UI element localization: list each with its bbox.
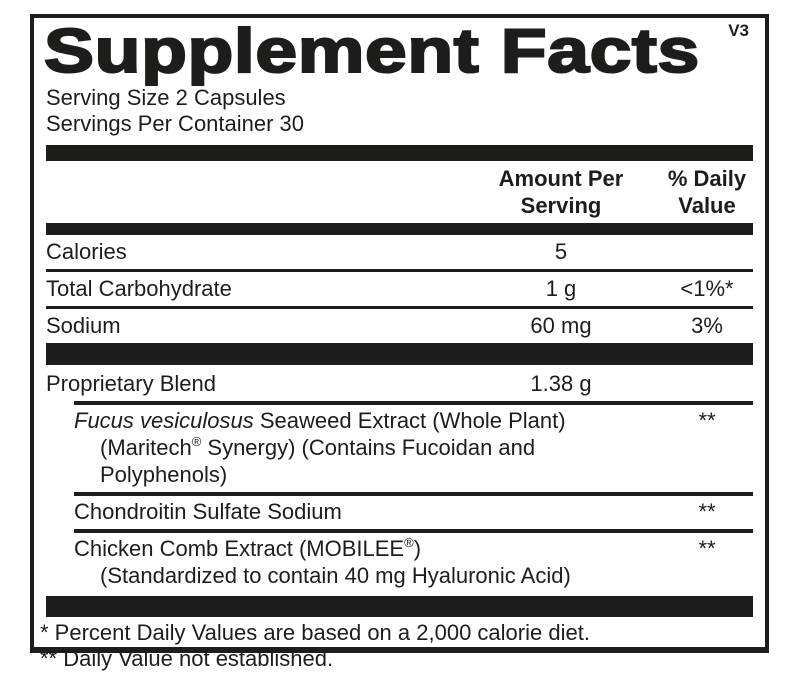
ingredient-daily-value: **: [698, 408, 716, 433]
ingredient-text: [74, 407, 661, 488]
panel-title: Supplement Facts: [44, 17, 700, 86]
nutrient-rows: [46, 235, 753, 343]
nutrient-amount: 5: [554, 239, 568, 264]
footnote-dv-not-established: ** Daily Value not established.: [40, 646, 334, 671]
ingredient-name: Fucus vesiculosus Seaweed Extract (Whole Plant): [74, 408, 566, 433]
table-row-fucus-vesiculosus: [74, 401, 753, 492]
divider-bar-medium: [46, 223, 753, 235]
registered-trademark-icon: ®: [191, 434, 202, 449]
nutrient-name: Total Carbohydrate: [46, 276, 232, 301]
column-header-row: [46, 161, 753, 223]
percent-daily-value-header: % Daily Value: [667, 166, 747, 218]
amount-per-serving-header: Amount Per Serving: [498, 166, 624, 218]
registered-trademark-icon: ®: [404, 535, 414, 550]
table-row-chondroitin-sulfate: [74, 492, 753, 529]
table-row-calories: [46, 235, 753, 269]
footnote-daily-values: * Percent Daily Values are based on a 2,000 calorie diet.: [40, 620, 590, 645]
ingredient-name: Chondroitin Sulfate Sodium: [74, 499, 342, 524]
nutrient-name: Sodium: [46, 313, 121, 338]
supplement-facts-panel: [30, 14, 769, 671]
ingredient-detail: (Standardized to contain 40 mg Hyaluronic Acid): [100, 563, 571, 588]
serving-size: Serving Size 2 Capsules: [46, 85, 286, 110]
footnotes: [40, 620, 753, 672]
ingredient-daily-value: **: [698, 536, 716, 561]
ingredient-daily-value: **: [698, 499, 716, 524]
divider-bar-thick: [46, 596, 753, 617]
ingredient-text: [74, 498, 661, 525]
divider-bar-thick: [46, 145, 753, 161]
servings-per-container: Servings Per Container 30: [46, 111, 305, 136]
table-row-proprietary-blend: [46, 365, 753, 401]
ingredient-name: Chicken Comb Extract (MOBILEE®): [74, 535, 422, 561]
serving-info: [46, 85, 753, 137]
nutrient-name: Calories: [46, 239, 127, 264]
blend-amount: 1.38 g: [530, 371, 592, 396]
table-row-total-carbohydrate: [46, 269, 753, 306]
ingredient-detail: (Maritech® Synergy) (Contains Fucoidan and Polyphenols): [100, 434, 536, 487]
ingredient-latin-name: Fucus vesiculosus: [74, 408, 254, 433]
nutrient-amount: 60 mg: [530, 313, 592, 338]
table-row-sodium: [46, 306, 753, 343]
version-tag: V3: [728, 21, 749, 40]
table-row-chicken-comb-extract: [74, 529, 753, 593]
nutrient-daily-value: <1%*: [680, 276, 734, 301]
nutrient-daily-value: 3%: [691, 313, 723, 338]
nutrient-amount: 1 g: [545, 276, 577, 301]
ingredient-text: [74, 535, 661, 589]
blend-name: Proprietary Blend: [46, 371, 216, 396]
divider-bar-thick: [46, 343, 753, 365]
